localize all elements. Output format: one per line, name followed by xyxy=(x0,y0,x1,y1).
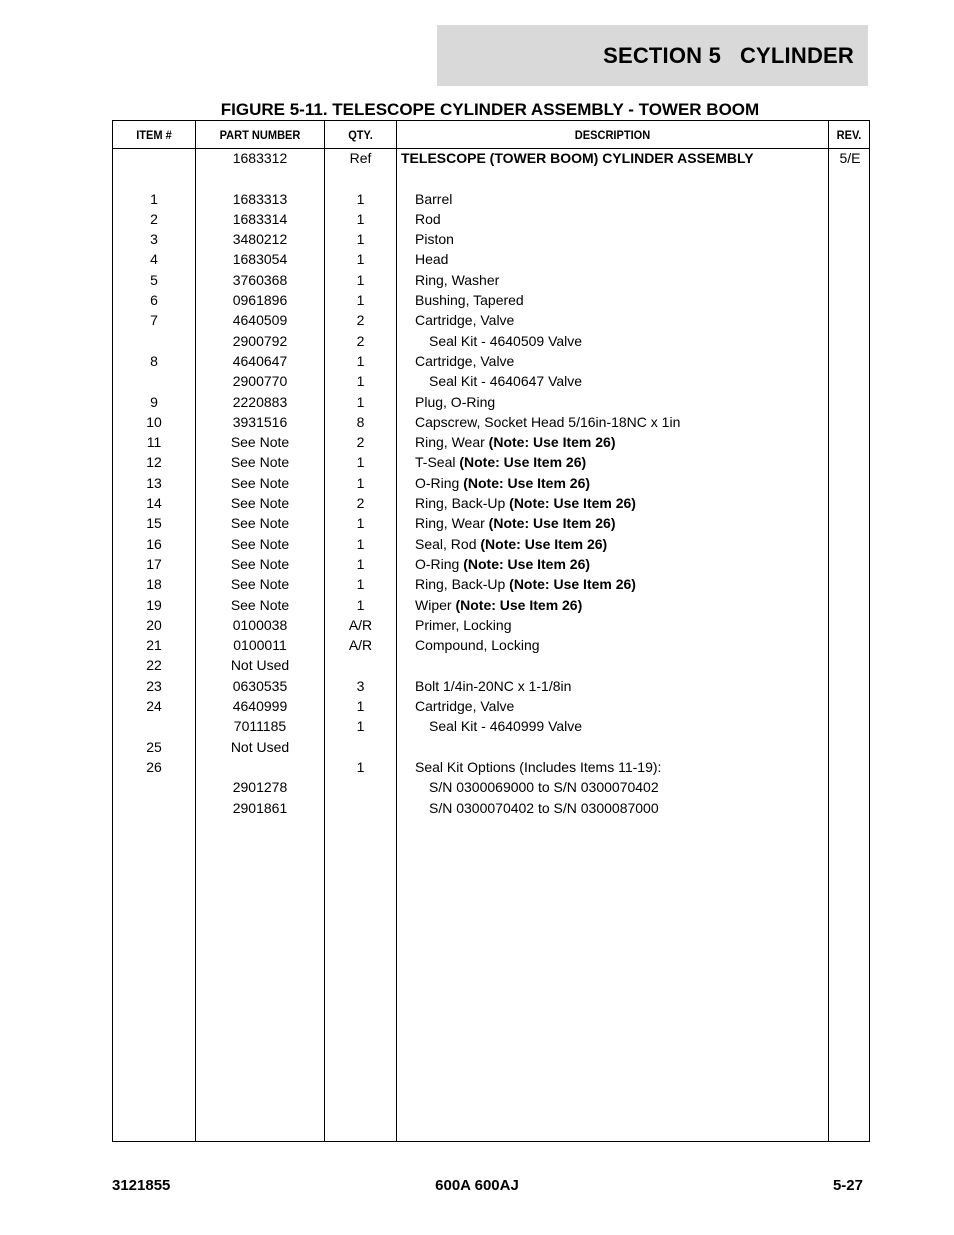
table-row xyxy=(113,270,869,290)
description-cell xyxy=(415,495,636,511)
description-text: Ring, Back-Up xyxy=(415,495,510,512)
description-text: Seal Kit - 4640509 Valve xyxy=(429,332,583,349)
part-number-cell: See Note xyxy=(230,495,290,512)
part-number-cell: See Note xyxy=(230,434,290,451)
description-text: Cartridge, Valve xyxy=(415,698,515,715)
table-row xyxy=(113,392,869,412)
description-text: O-Ring xyxy=(415,474,464,491)
qty-cell: Ref xyxy=(349,150,372,166)
qty-cell: 1 xyxy=(356,718,365,735)
description-note: (Note: Use Item 26) xyxy=(509,576,636,593)
description-cell xyxy=(415,312,514,328)
item-number-cell: 8 xyxy=(150,352,158,369)
qty-cell: 1 xyxy=(356,373,365,390)
part-number-cell: 2900792 xyxy=(232,332,288,349)
description-text: Barrel xyxy=(415,190,453,207)
description-text: S/N 0300070402 to S/N 0300087000 xyxy=(429,799,659,816)
description-cell xyxy=(415,251,448,267)
table-row xyxy=(113,676,869,696)
description-cell xyxy=(415,637,540,653)
table-row xyxy=(113,249,869,269)
part-number-cell: 2220883 xyxy=(232,393,288,410)
qty-cell: 1 xyxy=(356,271,365,288)
footer-page-number: 5-27 xyxy=(832,1177,863,1194)
table-row xyxy=(113,696,869,716)
item-number-cell: 12 xyxy=(146,454,162,471)
description-text: Ring, Wear xyxy=(415,434,489,451)
column-header-item: ITEM # xyxy=(136,127,172,142)
item-number-cell: 4 xyxy=(150,251,158,268)
item-number-cell: 16 xyxy=(146,535,162,552)
table-row xyxy=(113,229,869,249)
qty-cell: 1 xyxy=(356,535,365,552)
item-number-cell: 26 xyxy=(146,758,162,775)
part-number-cell: 4640509 xyxy=(232,312,288,329)
qty-cell: 1 xyxy=(356,292,365,309)
description-cell xyxy=(415,414,680,430)
qty-cell: 3 xyxy=(356,677,365,694)
part-number-cell: 1683054 xyxy=(232,251,288,268)
item-number-cell: 24 xyxy=(146,698,162,715)
description-cell xyxy=(415,191,452,207)
qty-cell: 2 xyxy=(356,495,365,512)
part-number-cell: 2900770 xyxy=(232,373,288,390)
item-number-cell: 9 xyxy=(150,393,158,410)
description-text: Rod xyxy=(415,210,441,227)
description-cell xyxy=(415,394,495,410)
part-number-cell: 1683314 xyxy=(232,210,288,227)
qty-cell: A/R xyxy=(348,616,373,633)
description-text: Ring, Washer xyxy=(415,271,500,288)
qty-cell: 1 xyxy=(356,231,365,248)
table-body xyxy=(113,148,869,818)
table-row xyxy=(113,757,869,777)
description-text: Capscrew, Socket Head 5/16in-18NC x 1in xyxy=(415,413,681,430)
qty-cell: A/R xyxy=(348,637,373,654)
description-cell xyxy=(415,597,582,613)
table-row xyxy=(113,554,869,574)
column-header-rev: REV. xyxy=(836,127,862,142)
qty-cell: 2 xyxy=(356,312,365,329)
part-number-cell: 3931516 xyxy=(232,413,288,430)
qty-cell: 1 xyxy=(356,474,365,491)
description-cell xyxy=(401,150,754,166)
item-number-cell: 5 xyxy=(150,271,158,288)
description-note: (Note: Use Item 26) xyxy=(480,535,608,552)
qty-cell: 1 xyxy=(356,210,365,227)
description-cell xyxy=(429,373,582,389)
part-number-cell: See Note xyxy=(230,515,290,532)
qty-cell: 1 xyxy=(356,515,365,532)
qty-cell: 1 xyxy=(356,190,365,207)
column-header-qty: QTY. xyxy=(348,127,373,142)
item-number-cell: 19 xyxy=(146,596,162,613)
part-number-cell: 0630535 xyxy=(232,677,288,694)
table-row xyxy=(113,777,869,797)
qty-cell: 2 xyxy=(356,434,365,451)
item-number-cell: 14 xyxy=(146,495,162,512)
description-text: Cartridge, Valve xyxy=(415,352,515,369)
footer-models: 600A 600AJ xyxy=(435,1177,519,1194)
description-cell xyxy=(415,272,499,288)
part-number-cell: 3480212 xyxy=(232,231,288,248)
description-text: Wiper xyxy=(415,596,456,613)
description-note: (Note: Use Item 26) xyxy=(488,515,616,532)
qty-cell: 1 xyxy=(356,596,365,613)
part-number-cell: 0961896 xyxy=(232,292,288,309)
description-cell xyxy=(415,698,514,714)
description-text: Seal Kit - 4640999 Valve xyxy=(429,718,583,735)
table-row xyxy=(113,351,869,371)
rev-cell: 5/E xyxy=(839,150,861,166)
part-number-cell: 2901278 xyxy=(232,779,288,796)
description-cell xyxy=(429,333,582,349)
item-number-cell: 21 xyxy=(146,637,162,654)
table-row xyxy=(113,798,869,818)
description-cell xyxy=(429,779,659,795)
part-number-cell: 4640647 xyxy=(232,352,288,369)
description-text: Cartridge, Valve xyxy=(415,312,515,329)
table-row xyxy=(113,189,869,209)
part-number-cell: 2901861 xyxy=(232,799,288,816)
description-text: TELESCOPE (TOWER BOOM) CYLINDER ASSEMBLY xyxy=(401,150,754,166)
part-number-cell: 7011185 xyxy=(233,718,287,735)
description-cell xyxy=(415,211,441,227)
description-text: Bushing, Tapered xyxy=(415,292,524,309)
table-row xyxy=(113,493,869,513)
table-row xyxy=(113,148,869,168)
part-number-cell: Not Used xyxy=(230,657,290,674)
item-number-cell: 11 xyxy=(146,434,162,451)
part-number-cell: 0100011 xyxy=(233,637,287,654)
description-cell xyxy=(415,475,590,491)
table-row xyxy=(113,595,869,615)
description-cell xyxy=(415,576,636,592)
description-cell xyxy=(415,556,590,572)
qty-cell: 1 xyxy=(356,576,365,593)
table-row xyxy=(113,534,869,554)
table-row xyxy=(113,452,869,472)
part-number-cell: See Note xyxy=(230,576,290,593)
description-note: (Note: Use Item 26) xyxy=(455,596,583,613)
description-text: Seal Kit Options (Includes Items 11-19): xyxy=(415,758,662,775)
table-row xyxy=(113,635,869,655)
description-note: (Note: Use Item 26) xyxy=(463,474,591,491)
item-number-cell: 2 xyxy=(150,210,158,227)
item-number-cell: 22 xyxy=(146,657,162,674)
description-text: Compound, Locking xyxy=(415,637,540,654)
section-header xyxy=(437,25,868,86)
qty-cell: 8 xyxy=(356,413,365,430)
item-number-cell: 20 xyxy=(146,616,162,633)
description-cell xyxy=(415,759,661,775)
qty-cell: 1 xyxy=(356,454,365,471)
qty-cell: 1 xyxy=(356,758,365,775)
description-text: S/N 0300069000 to S/N 0300070402 xyxy=(429,779,659,796)
item-number-cell: 18 xyxy=(146,576,162,593)
column-header-part-number: PART NUMBER xyxy=(219,127,301,142)
description-cell xyxy=(415,515,615,531)
table-row xyxy=(113,331,869,351)
description-text: Bolt 1/4in-20NC x 1-1/8in xyxy=(415,677,572,694)
part-number-cell: Not Used xyxy=(230,738,290,755)
description-cell xyxy=(415,617,511,633)
item-number-cell: 6 xyxy=(150,292,158,309)
description-text: Piston xyxy=(415,231,454,248)
part-number-cell: See Note xyxy=(230,535,290,552)
column-header-description: DESCRIPTION xyxy=(574,127,651,142)
description-cell xyxy=(415,231,454,247)
table-row xyxy=(113,615,869,635)
part-number-cell: 3760368 xyxy=(232,271,288,288)
table-row xyxy=(113,513,869,533)
description-note: (Note: Use Item 26) xyxy=(488,434,616,451)
description-cell xyxy=(429,800,659,816)
table-row xyxy=(113,574,869,594)
table-row xyxy=(113,737,869,757)
item-number-cell: 10 xyxy=(146,413,162,430)
description-text: Primer, Locking xyxy=(415,616,512,633)
description-text: Plug, O-Ring xyxy=(415,393,496,410)
description-cell xyxy=(415,454,586,470)
description-text: Ring, Back-Up xyxy=(415,576,510,593)
description-text: Seal Kit - 4640647 Valve xyxy=(429,373,583,390)
description-cell xyxy=(415,536,607,552)
item-number-cell: 17 xyxy=(146,555,162,572)
description-text: O-Ring xyxy=(415,555,464,572)
table-row xyxy=(113,716,869,736)
table-row xyxy=(113,371,869,391)
description-cell xyxy=(415,292,524,308)
description-note: (Note: Use Item 26) xyxy=(459,454,587,471)
description-note: (Note: Use Item 26) xyxy=(509,495,636,512)
description-cell xyxy=(429,718,582,734)
table-row xyxy=(113,168,869,188)
table-row xyxy=(113,473,869,493)
part-number-cell: See Note xyxy=(230,454,290,471)
qty-cell: 1 xyxy=(356,393,365,410)
description-cell xyxy=(415,434,615,450)
item-number-cell: 3 xyxy=(150,231,158,248)
part-number-cell: 0100038 xyxy=(232,616,288,633)
item-number-cell: 13 xyxy=(146,474,162,491)
table-row xyxy=(113,412,869,432)
item-number-cell: 7 xyxy=(150,312,158,329)
table-row xyxy=(113,290,869,310)
footer-doc-number: 3121855 xyxy=(112,1177,171,1194)
part-number-cell: See Note xyxy=(230,474,290,491)
qty-cell: 2 xyxy=(356,332,365,349)
description-text: Head xyxy=(415,251,449,268)
description-text: Ring, Wear xyxy=(415,515,489,532)
qty-cell: 1 xyxy=(356,555,365,572)
description-text: Seal, Rod xyxy=(415,535,481,552)
description-cell xyxy=(415,678,571,694)
qty-cell: 1 xyxy=(356,698,365,715)
item-number-cell: 15 xyxy=(146,515,162,532)
part-number-cell: See Note xyxy=(230,596,290,613)
description-text: T-Seal xyxy=(415,454,460,471)
item-number-cell: 23 xyxy=(146,677,162,694)
table-row xyxy=(113,655,869,675)
figure-title: FIGURE 5-11. TELESCOPE CYLINDER ASSEMBLY - TOWER BOOM xyxy=(220,100,760,119)
section-title: SECTION 5 CYLINDER xyxy=(603,42,854,68)
qty-cell: 1 xyxy=(356,352,365,369)
qty-cell: 1 xyxy=(356,251,365,268)
table-row xyxy=(113,432,869,452)
part-number-cell: 1683312 xyxy=(232,150,288,166)
table-row xyxy=(113,310,869,330)
item-number-cell: 1 xyxy=(150,190,158,207)
part-number-cell: 1683313 xyxy=(232,190,288,207)
description-cell xyxy=(415,353,514,369)
description-note: (Note: Use Item 26) xyxy=(463,555,591,572)
item-number-cell: 25 xyxy=(146,738,162,755)
part-number-cell: See Note xyxy=(230,555,290,572)
parts-table xyxy=(112,120,870,1142)
part-number-cell: 4640999 xyxy=(232,698,288,715)
table-row xyxy=(113,209,869,229)
